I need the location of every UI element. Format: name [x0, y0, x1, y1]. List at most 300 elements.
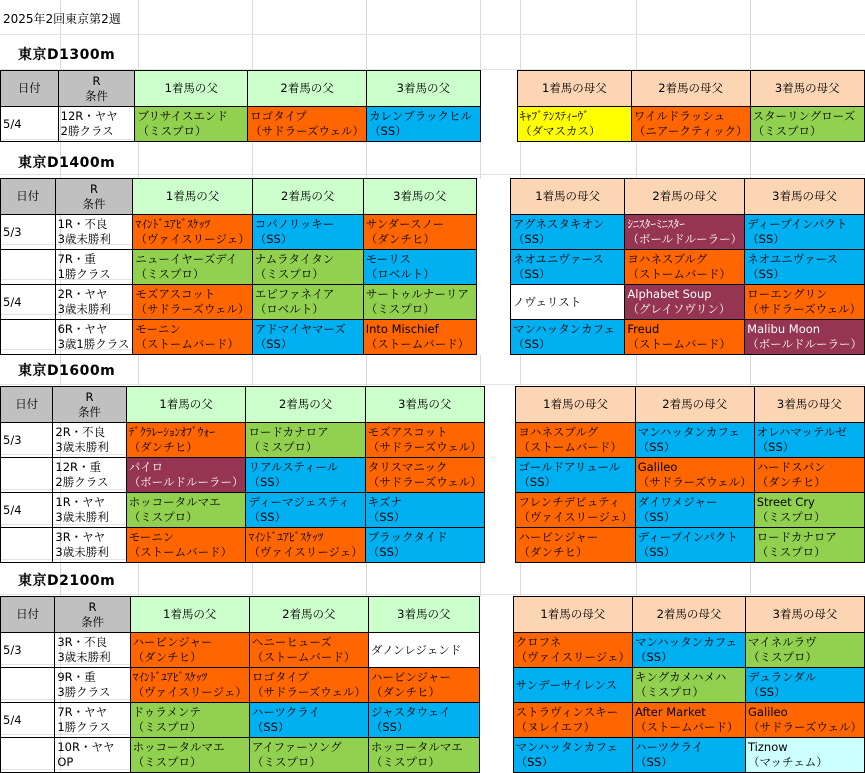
race-info: [55, 215, 133, 250]
horse-name: モーリス: [365, 252, 412, 266]
dam-sire-cell-1: [513, 633, 632, 668]
race-class: 3歳1勝クラス: [57, 337, 130, 351]
gridline-row: [0, 594, 865, 595]
horse-name: ﾏｲﾝﾄﾞﾕｱﾋﾞｽｹｯﾂ: [248, 530, 324, 544]
lineage: （サドラーズウェル）: [251, 685, 366, 699]
lineage: （ミスプロ）: [748, 650, 817, 664]
horse-name: ゴールドアリュール: [518, 460, 621, 474]
lineage: （SS）: [748, 685, 786, 699]
horse-name: ロゴタイプ: [251, 670, 309, 684]
horse-name: ｼﾆｽﾀｰﾐﾆｽﾀｰ: [627, 217, 685, 231]
race-info: [55, 250, 133, 285]
race-row: [1, 285, 865, 320]
lineage: （SS）: [370, 720, 409, 734]
horse-name: ハードスパン: [756, 460, 826, 474]
lineage: （ダマスカス）: [520, 124, 601, 138]
horse-name: Into Mischief: [365, 322, 439, 336]
race-number-track: 10R・ヤヤ: [57, 740, 115, 754]
race-number-track: 3R・ヤヤ: [55, 530, 106, 544]
horse-name: コパノリッキー: [254, 217, 335, 231]
dam-sire-cell-3: [754, 493, 864, 528]
dam-sire-cell-3: [754, 458, 864, 493]
horse-name: スターリングローズ: [752, 109, 856, 123]
dam-sire-cell-1: [516, 423, 635, 458]
dam-sire-cell-3: [746, 703, 865, 738]
race-class: 3歳未勝利: [55, 545, 109, 559]
header-sire-1: 1着馬の父: [133, 179, 252, 215]
header-sire-1: 1着馬の父: [126, 387, 246, 423]
race-number-track: 3R・不良: [57, 635, 108, 649]
header-dam-sire-3: 3着馬の母父: [746, 597, 865, 633]
horse-name: マンハッタンカフェ: [634, 635, 738, 649]
horse-name: マンハッタンカフェ: [512, 322, 616, 336]
lineage: （ダンチヒ）: [518, 545, 588, 559]
dam-sire-cell-2: [635, 528, 754, 563]
horse-name: ハーツクライ: [251, 705, 320, 719]
header-race-condition: 条件: [85, 88, 109, 103]
horse-name: ハービンジャー: [370, 670, 451, 684]
horse-name: アイファーソング: [251, 740, 342, 754]
lineage: （ミスプロ）: [137, 124, 207, 138]
race-class: 3歳未勝利: [55, 510, 109, 524]
section-title: 東京D2100m: [18, 573, 116, 589]
race-class: 1勝クラス: [57, 720, 111, 734]
lineage: （ボールドルーラー）: [627, 232, 743, 246]
gridline-row: [0, 384, 865, 385]
header-date: 日付: [1, 597, 55, 633]
lineage: （ミスプロ）: [132, 755, 202, 769]
lineage: （SS）: [747, 232, 785, 246]
race-row: [1, 107, 865, 142]
dam-sire-cell-3: [750, 107, 865, 142]
header-dam-sire-2: 2着馬の母父: [625, 179, 745, 215]
horse-name: ブリサイスエンド: [137, 109, 228, 123]
header-race-condition: 条件: [78, 404, 102, 419]
sire-cell-1: [130, 668, 249, 703]
lineage: （SS）: [518, 475, 557, 489]
lineage: （ストームバード）: [365, 337, 470, 351]
spacer-cell: [476, 179, 510, 215]
horse-name: Freud: [627, 322, 660, 336]
lineage: （ヴァイスリージェ）: [132, 685, 247, 699]
race-date: [1, 528, 53, 563]
spacer-cell: [484, 387, 516, 423]
horse-name: ローエングリン: [747, 287, 828, 301]
race-number-track: 6R・ヤヤ: [57, 322, 108, 336]
lineage: （サドラーズウェル）: [367, 440, 482, 454]
dam-sire-cell-2: [632, 668, 745, 703]
horse-name: モズアスコット: [367, 425, 448, 439]
gridline-row: [0, 34, 865, 35]
sire-cell-3: [363, 250, 476, 285]
lineage: （ストームバード）: [135, 337, 239, 351]
lineage: （ミスプロ）: [251, 755, 321, 769]
race-info: [55, 320, 133, 355]
sire-cell-2: [246, 423, 365, 458]
header-dam-sire-2: 2着馬の母父: [631, 71, 750, 107]
lineage: （SS）: [756, 440, 795, 454]
race-row: [1, 458, 865, 493]
race-class: 3歳未勝利: [57, 232, 111, 246]
race-date: 5/4: [1, 285, 56, 320]
header-dam-sire-1: 1着馬の母父: [516, 387, 635, 423]
lineage: （SS）: [512, 337, 551, 351]
horse-name: キズナ: [367, 495, 402, 509]
sire-cell-2: [252, 320, 363, 355]
spacer-cell: [484, 458, 516, 493]
sire-cell-1: [126, 493, 246, 528]
race-row: [1, 633, 865, 668]
race-number-track: 2R・ヤヤ: [57, 287, 108, 301]
lineage: （ダンチヒ）: [128, 440, 198, 454]
race-class: 2勝クラス: [60, 124, 114, 138]
horse-name: ディーマジェスティ: [248, 495, 350, 509]
race-date: [1, 250, 56, 285]
dam-sire-cell-3: [754, 528, 864, 563]
lineage: （ロベルト）: [365, 267, 435, 281]
race-info: [58, 107, 135, 142]
spacer-cell: [476, 250, 510, 285]
horse-name: サンデーサイレンス: [515, 677, 618, 692]
race-info: [55, 633, 130, 668]
horse-name: ネオユニヴァース: [747, 252, 839, 266]
dam-sire-cell-3: [745, 320, 865, 355]
horse-name: ニューイヤーズデイ: [135, 252, 238, 266]
horse-name: ダイワメジャー: [637, 495, 718, 509]
dam-sire-cell-1: [510, 215, 625, 250]
dam-sire-cell-1: [516, 458, 635, 493]
header-race-r: R: [88, 599, 97, 614]
lineage: （SS）: [515, 755, 554, 769]
dam-sire-cell-1: [510, 320, 625, 355]
horse-name: ホッコータルマエ: [132, 740, 225, 754]
sire-cell-2: [249, 668, 368, 703]
horse-name: Galileo: [748, 705, 788, 719]
sire-cell-1: [130, 633, 249, 668]
section-title: 東京D1400m: [18, 155, 116, 171]
lineage: （ダンチヒ）: [370, 685, 440, 699]
horse-name: ジャスタウェイ: [370, 705, 451, 719]
sire-cell-1: [135, 107, 248, 142]
lineage: （ダンチヒ）: [132, 650, 202, 664]
spacer-cell: [479, 738, 513, 773]
header-row: [1, 597, 865, 633]
header-dam-sire-1: 1着馬の母父: [513, 597, 632, 633]
spacer-cell: [479, 633, 513, 668]
spacer-cell: [484, 528, 516, 563]
header-sire-2: 2着馬の父: [248, 71, 367, 107]
lineage: （SS）: [251, 720, 290, 734]
results-table: [0, 386, 865, 563]
lineage: （サドラーズウェル）: [748, 720, 862, 734]
lineage: （サドラーズウェル）: [367, 475, 482, 489]
lineage: （SS）: [367, 545, 406, 559]
race-row: [1, 493, 865, 528]
header-dam-sire-2: 2着馬の母父: [635, 387, 754, 423]
sire-cell-3: [368, 633, 479, 668]
results-table: [0, 70, 865, 142]
lineage: （ミスプロ）: [128, 510, 198, 524]
horse-name: ﾏｲﾝﾄﾞﾕｱﾋﾞｽｹｯﾂ: [132, 670, 208, 684]
lineage: （ミスプロ）: [634, 685, 704, 699]
horse-name: ワイルドラッシュ: [633, 109, 725, 123]
horse-name: ヨハネスブルグ: [627, 252, 708, 266]
sire-cell-1: [130, 703, 249, 738]
horse-name: ネオユニヴァース: [512, 252, 604, 266]
horse-name: ハービンジャー: [132, 635, 213, 649]
lineage: （サドラーズウェル）: [250, 124, 365, 138]
race-date: 5/3: [1, 633, 55, 668]
header-date: 日付: [1, 71, 59, 107]
horse-name: ヘニーヒューズ: [251, 635, 332, 649]
sire-cell-2: [248, 107, 367, 142]
race-row: [1, 320, 865, 355]
sire-cell-3: [368, 703, 479, 738]
lineage: （ミスプロ）: [254, 267, 324, 281]
header-sire-2: 2着馬の父: [246, 387, 365, 423]
spacer-cell: [479, 703, 513, 738]
race-info: [55, 285, 133, 320]
race-number-track: 2R・不良: [55, 425, 106, 439]
dam-sire-cell-2: [635, 458, 754, 493]
horse-name: ハーツクライ: [634, 740, 704, 754]
horse-name: ストラヴィンスキー: [515, 705, 619, 719]
horse-name: タリスマニック: [367, 460, 448, 474]
lineage: （SS）: [637, 440, 676, 454]
race-info: [53, 458, 126, 493]
horse-name: クロフネ: [515, 635, 562, 649]
spacer-cell: [479, 668, 513, 703]
lineage: （ヴァイスリージェ）: [518, 510, 633, 524]
sire-cell-2: [252, 285, 363, 320]
race-row: [1, 528, 865, 563]
horse-name: ブラックタイド: [367, 530, 448, 544]
dam-sire-cell-3: [754, 423, 864, 458]
race-row: [1, 215, 865, 250]
lineage: （ストームバード）: [518, 440, 622, 454]
sire-cell-3: [363, 215, 476, 250]
race-date: [1, 738, 55, 773]
horse-name: パイロ: [128, 460, 164, 474]
sire-cell-2: [252, 250, 363, 285]
horse-name: Malibu Moon: [747, 322, 821, 336]
spacer-cell: [476, 320, 510, 355]
race-number-track: 9R・重: [57, 670, 96, 684]
race-info: [55, 738, 130, 773]
lineage: （SS）: [634, 650, 673, 664]
dam-sire-cell-2: [625, 250, 745, 285]
results-table: [0, 178, 865, 355]
race-info: [53, 528, 126, 563]
sire-cell-3: [365, 528, 484, 563]
lineage: （SS）: [248, 475, 287, 489]
gridline-row: [0, 174, 865, 175]
horse-name: ｷｬﾌﾞﾃﾝｽﾃｨｰｳﾞ: [520, 109, 590, 123]
header-sire-3: 3着馬の父: [368, 597, 479, 633]
header-race-r: R: [85, 389, 94, 404]
horse-name: マンハッタンカフェ: [637, 425, 740, 439]
sire-cell-1: [126, 458, 246, 493]
race-class: 3歳未勝利: [55, 440, 109, 454]
dam-sire-cell-3: [746, 633, 865, 668]
dam-sire-cell-2: [632, 738, 745, 773]
header-race: [58, 71, 135, 107]
dam-sire-cell-2: [632, 633, 745, 668]
dam-sire-cell-1: [513, 668, 632, 703]
lineage: （ミスプロ）: [132, 720, 202, 734]
header-date: 日付: [1, 387, 53, 423]
sire-cell-3: [365, 423, 484, 458]
sire-cell-3: [367, 107, 481, 142]
header-dam-sire-1: 1着馬の母父: [518, 71, 632, 107]
dam-sire-cell-1: [513, 738, 632, 773]
sire-cell-2: [249, 633, 368, 668]
lineage: （SS）: [254, 232, 293, 246]
race-row: [1, 423, 865, 458]
horse-name: サートゥルナーリア: [365, 287, 469, 301]
sire-cell-1: [126, 423, 246, 458]
dam-sire-cell-2: [635, 493, 754, 528]
horse-name: After Market: [634, 705, 706, 719]
dam-sire-cell-2: [631, 107, 750, 142]
race-row: [1, 738, 865, 773]
race-number-track: 7R・ヤヤ: [57, 705, 108, 719]
header-race-condition: 条件: [80, 614, 104, 629]
header-race: [55, 597, 130, 633]
lineage: （ストームバード）: [634, 720, 739, 734]
dam-sire-cell-2: [632, 703, 745, 738]
horse-name: ディープインパクト: [747, 217, 848, 231]
dam-sire-cell-3: [746, 738, 865, 773]
dam-sire-cell-1: [516, 493, 635, 528]
horse-name: Galileo: [637, 460, 678, 474]
race-date: 5/4: [1, 493, 53, 528]
lineage: （ヴァイスリージェ）: [135, 232, 250, 246]
horse-name: リアルスティール: [248, 460, 339, 474]
race-info: [53, 493, 126, 528]
race-class: 3歳未勝利: [57, 650, 111, 664]
sire-cell-1: [133, 215, 252, 250]
race-row: [1, 250, 865, 285]
race-date: [1, 320, 56, 355]
race-class: OP: [57, 755, 74, 769]
race-class: 3勝クラス: [57, 685, 111, 699]
lineage: （SS）: [637, 545, 676, 559]
header-dam-sire-2: 2着馬の母父: [632, 597, 745, 633]
horse-name: ホッコータルマエ: [370, 740, 463, 754]
race-class: 2勝クラス: [55, 475, 109, 489]
sire-cell-2: [249, 703, 368, 738]
header-sire-3: 3着馬の父: [367, 71, 481, 107]
race-row: [1, 703, 865, 738]
sire-cell-1: [133, 285, 252, 320]
horse-name: ノヴェリスト: [512, 294, 582, 309]
lineage: （ストームバード）: [251, 650, 356, 664]
header-dam-sire-3: 3着馬の母父: [754, 387, 864, 423]
lineage: （ミスプロ）: [756, 510, 826, 524]
header-dam-sire-3: 3着馬の母父: [745, 179, 865, 215]
sire-cell-3: [363, 320, 476, 355]
dam-sire-cell-1: [510, 250, 625, 285]
race-class: 1勝クラス: [57, 267, 111, 281]
race-number-track: 7R・重: [57, 252, 96, 266]
sire-cell-1: [133, 250, 252, 285]
lineage: （ボールドルーラー）: [128, 475, 244, 489]
header-dam-sire-3: 3着馬の母父: [750, 71, 865, 107]
dam-sire-cell-3: [745, 215, 865, 250]
header-race: [55, 179, 133, 215]
horse-name: キングカメハメハ: [634, 670, 727, 684]
header-sire-2: 2着馬の父: [249, 597, 368, 633]
spacer-cell: [480, 107, 517, 142]
horse-name: Street Cry: [756, 495, 815, 509]
horse-name: ドゥラメンテ: [132, 705, 201, 719]
header-sire-3: 3着馬の父: [365, 387, 484, 423]
race-date: 5/4: [1, 107, 59, 142]
horse-name: ﾃﾞｸﾗﾚｰｼｮﾝｵﾌﾞｳｫｰ: [128, 425, 215, 439]
lineage: （グレイソヴリン）: [627, 302, 731, 316]
lineage: （SS）: [369, 124, 407, 138]
sire-cell-1: [126, 528, 246, 563]
lineage: （SS）: [634, 755, 673, 769]
header-sire-2: 2着馬の父: [252, 179, 363, 215]
dam-sire-cell-3: [746, 668, 865, 703]
lineage: （SS）: [512, 267, 551, 281]
lineage: （ヴァイスリージェ）: [248, 545, 363, 559]
lineage: （ミスプロ）: [370, 755, 440, 769]
lineage: （ロベルト）: [254, 302, 324, 316]
race-date: 5/3: [1, 423, 53, 458]
header-race: [53, 387, 126, 423]
lineage: （ストームバード）: [627, 267, 731, 281]
race-date: 5/3: [1, 215, 56, 250]
dam-sire-cell-2: [625, 320, 745, 355]
lineage: （ストームバード）: [128, 545, 233, 559]
race-info: [55, 703, 130, 738]
section-title: 東京D1300m: [18, 47, 116, 63]
header-race-condition: 条件: [82, 196, 106, 211]
dam-sire-cell-1: [510, 285, 625, 320]
horse-name: アドマイヤマーズ: [254, 322, 346, 336]
dam-sire-cell-3: [745, 250, 865, 285]
spacer-cell: [476, 215, 510, 250]
section-title: 東京D1600m: [18, 363, 116, 379]
lineage: （SS）: [747, 267, 785, 281]
dam-sire-cell-2: [635, 423, 754, 458]
results-table: [0, 596, 865, 773]
horse-name: デュランダル: [748, 670, 817, 684]
sire-cell-1: [130, 738, 249, 773]
lineage: （ミスプロ）: [248, 440, 318, 454]
dam-sire-cell-2: [625, 285, 745, 320]
horse-name: ホッコータルマエ: [128, 495, 221, 509]
horse-name: ダノンレジェンド: [370, 642, 462, 657]
horse-name: Tiznow: [748, 740, 788, 754]
header-sire-3: 3着馬の父: [363, 179, 476, 215]
lineage: （SS）: [637, 510, 676, 524]
sire-cell-3: [365, 458, 484, 493]
horse-name: ロードカナロア: [248, 425, 329, 439]
dam-sire-cell-1: [518, 107, 632, 142]
race-date: 5/4: [1, 703, 55, 738]
lineage: （ミスプロ）: [752, 124, 822, 138]
horse-name: ナムラタイタン: [254, 252, 335, 266]
sire-cell-2: [246, 528, 365, 563]
horse-name: ヨハネスブルグ: [518, 425, 599, 439]
header-sire-1: 1着馬の父: [135, 71, 248, 107]
header-dam-sire-1: 1着馬の母父: [510, 179, 625, 215]
horse-name: マンハッタンカフェ: [515, 740, 618, 754]
